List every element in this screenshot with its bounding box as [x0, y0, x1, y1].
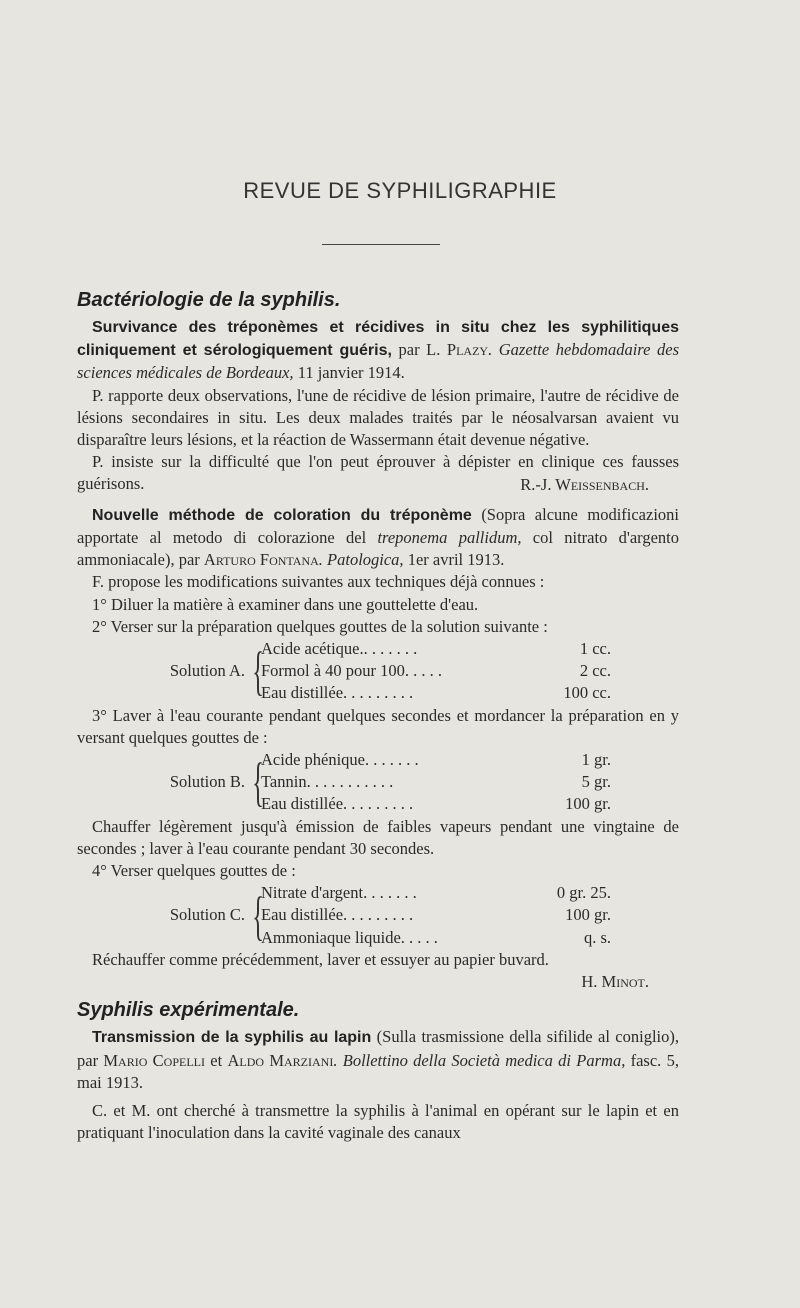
signature: R.-J. Weissenbach.	[520, 474, 649, 494]
solution-label: Solution B.	[169, 772, 245, 792]
citation-date: 11 janvier 1914.	[293, 363, 405, 383]
paragraph: Chauffer légèrement jusqu'à émission de faibles vapeurs pendant une vingtaine de secondes ; laver à l'eau courante pendant 30 secondes.	[77, 816, 679, 858]
step-2: 2° Verser sur la préparation quelques gouttes de la solution suivante :	[92, 616, 548, 636]
author-name: Arturo Fontana	[203, 550, 319, 570]
step-1: 1° Diluer la matière à examiner dans une gouttelette d'eau.	[92, 594, 479, 614]
solution-label: Solution C.	[169, 905, 245, 925]
solution-rows	[261, 749, 611, 816]
body-text	[77, 286, 679, 1144]
solution-row: Formol à 40 pour 100. . . . . 2 cc.	[261, 661, 611, 681]
page-header: REVUE DE SYPHILIGRAPHIE	[243, 178, 557, 203]
section-title: Syphilis expérimentale.	[77, 999, 300, 1022]
article-subtitle-italic: treponema pallidum,	[377, 528, 522, 548]
section-title: Bactériologie de la syphilis.	[77, 289, 341, 311]
journal-name: . Patologica,	[318, 550, 404, 570]
paragraph: C. et M. ont cherché à transmettre la syphilis à l'animal en opérant sur le lapin et en pratiquant l'inoculation dans la cavité vaginale des canaux	[77, 1100, 679, 1143]
solution-rows	[261, 882, 611, 949]
solution-b	[77, 749, 679, 816]
article-by: par L.	[391, 340, 447, 360]
brace-icon: {	[252, 752, 264, 813]
paragraph: P. rapporte deux observations, l'une de récidive de lésion primaire, l'autre de récidive de lésions secondaires in situ. Les deux malades traités par le néosalvarsan avaient vu disparaître leurs lésions, et la réaction de Wassermann était devenue négative.	[77, 385, 679, 450]
solution-rows	[261, 638, 611, 705]
brace-icon: {	[252, 641, 264, 702]
journal-name: . Bollettino della Società medica di Parma,	[333, 1050, 626, 1070]
solution-row: Tannin. . . . . . . . . . . 5 gr.	[261, 772, 611, 792]
header-rule	[322, 244, 440, 245]
article-heading	[77, 504, 679, 572]
solution-c	[77, 882, 679, 949]
solution-row: Eau distillée. . . . . . . . . 100 cc.	[261, 683, 611, 703]
author-name: Mario Copelli	[103, 1050, 205, 1070]
solution-label: Solution A.	[169, 661, 245, 681]
article-title: Survivance des tréponèmes et récidives in situ chez les syphilitiques cliniquement et sérologiquement guéris,	[77, 319, 679, 360]
article-heading	[77, 316, 679, 385]
article-subtitle: (Sopra alcune modificazioni apportate al metodo di colorazione del	[77, 504, 679, 548]
step-4: 4° Verser quelques gouttes de :	[92, 861, 296, 881]
solution-row: Eau distillée. . . . . . . . . 100 gr.	[261, 905, 611, 925]
article-heading	[77, 1026, 679, 1094]
brace-icon: {	[252, 885, 264, 946]
author-name: Aldo Marziani	[227, 1050, 334, 1070]
solution-row: Ammoniaque liquide. . . . . q. s.	[261, 927, 611, 947]
conjunction: et	[204, 1050, 228, 1070]
citation-issue: fasc. 5, mai 1913.	[77, 1050, 679, 1092]
signature: H. Minot.	[581, 972, 649, 992]
article-subtitle: (Sulla trasmissione della sifilide al coniglio), par	[77, 1027, 679, 1070]
solution-row: Acide acétique.. . . . . . . 1 cc.	[261, 639, 611, 659]
paragraph-text: P. insiste sur la difficulté que l'on peut éprouver à dépister en clinique ces fausses guérisons.	[77, 452, 679, 494]
article-title: Nouvelle méthode de coloration du tréponème	[92, 506, 472, 524]
citation-date: 1er avril 1913.	[403, 550, 505, 570]
solution-row: Eau distillée. . . . . . . . . 100 gr.	[261, 794, 611, 814]
step-3: 3° Laver à l'eau courante pendant quelques secondes et mordancer la préparation en y versant quelques gouttes de :	[77, 705, 679, 747]
journal-citation: . Gazette hebdomadaire des sciences médicales de Bordeaux,	[77, 340, 679, 383]
paragraph: F. propose les modifications suivantes aux techniques déjà connues :	[92, 572, 545, 592]
solution-row: Nitrate d'argent. . . . . . . 0 gr. 25.	[261, 883, 611, 903]
author-name: Plazy	[446, 340, 489, 360]
article-title: Transmission de la syphilis au lapin	[92, 1029, 372, 1047]
article-subtitle: col nitrato d'argento ammoniacale), par	[77, 528, 680, 570]
solution-a	[77, 638, 679, 705]
paragraph: Réchauffer comme précédemment, laver et essuyer au papier buvard.	[92, 949, 549, 969]
solution-row: Acide phénique. . . . . . . 1 gr.	[261, 750, 611, 770]
